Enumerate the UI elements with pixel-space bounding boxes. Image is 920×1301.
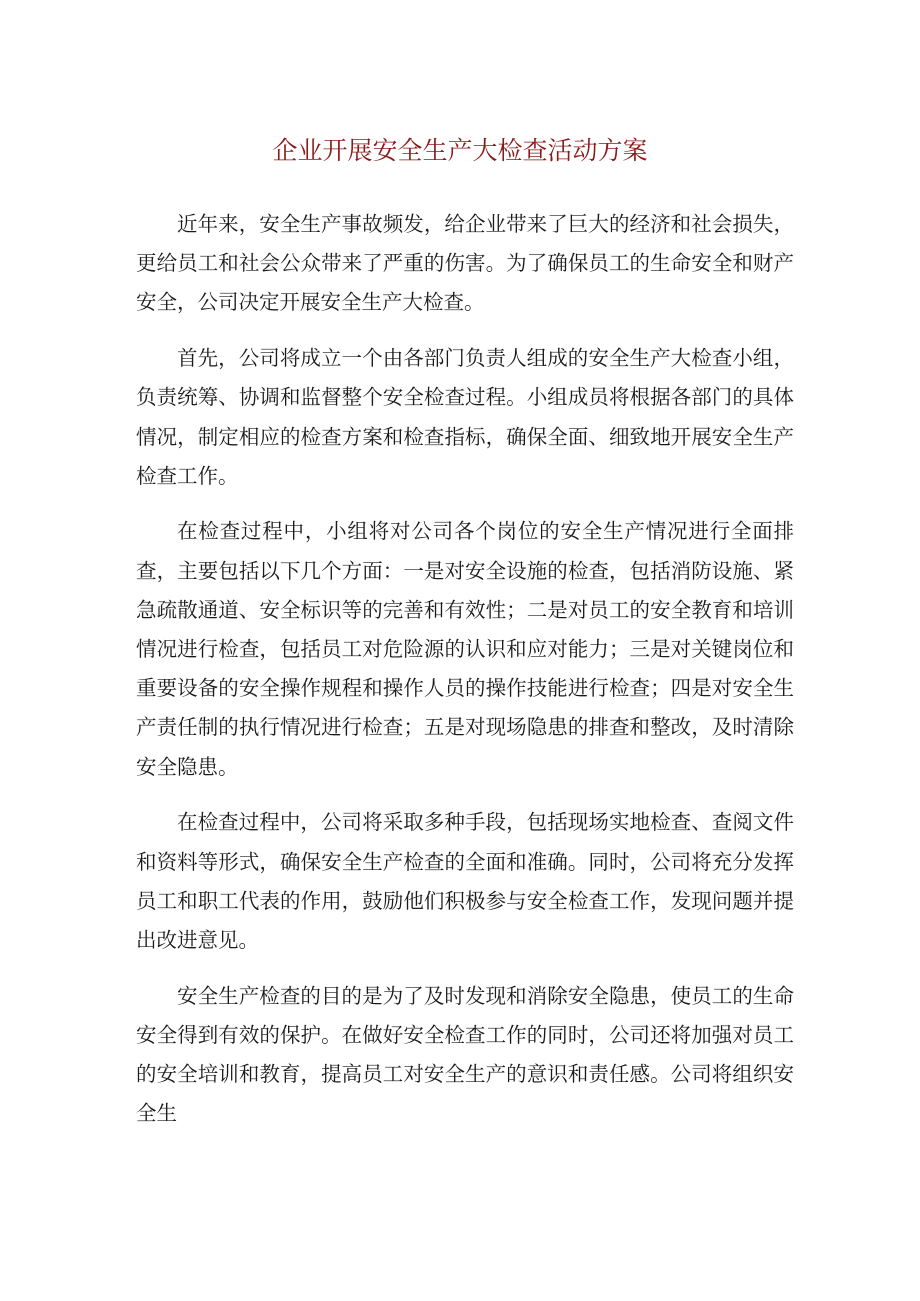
- paragraph-1: 近年来，安全生产事故频发，给企业带来了巨大的经济和社会损失，更给员工和社会公众带来了严重的伤害。为了确保员工的生命安全和财产安全，公司决定开展安全生产大检查。: [136, 212, 794, 315]
- document-title: 企业开展安全生产大检查活动方案: [272, 136, 648, 165]
- paragraph-5: 安全生产检查的目的是为了及时发现和消除安全隐患，使员工的生命安全得到有效的保护。在做好安全检查工作的同时，公司还将加强对员工的安全培训和教育，提高员工对安全生产的意识和责任感。公司将组织安全生: [136, 983, 794, 1126]
- paragraph-3: 在检查过程中，小组将对公司各个岗位的安全生产情况进行全面排查，主要包括以下几个方面：一是对安全设施的检查，包括消防设施、紧急疏散通道、安全标识等的完善和有效性；二是对员工的安全教育和培训情况进行检查，包括员工对危险源的认识和应对能力；三是对关键岗位和重要设备的安全操作规程和操作人员的操作技能进行检查；四是对安全生产责任制的执行情况进行检查；五是对现场隐患的排查和整改，及时清除安全隐患。: [136, 519, 794, 779]
- paragraph-2: 首先，公司将成立一个由各部门负责人组成的安全生产大检查小组，负责统筹、协调和监督整个安全检查过程。小组成员将根据各部门的具体情况，制定相应的检查方案和检查指标，确保全面、细致地开展安全生产检查工作。: [136, 346, 794, 488]
- paragraph-4: 在检查过程中，公司将采取多种手段，包括现场实地检查、查阅文件和资料等形式，确保安全生产检查的全面和准确。同时，公司将充分发挥员工和职工代表的作用，鼓励他们积极参与安全检查工作，发现问题并提出改进意见。: [136, 810, 794, 952]
- document-body: [136, 205, 794, 1150]
